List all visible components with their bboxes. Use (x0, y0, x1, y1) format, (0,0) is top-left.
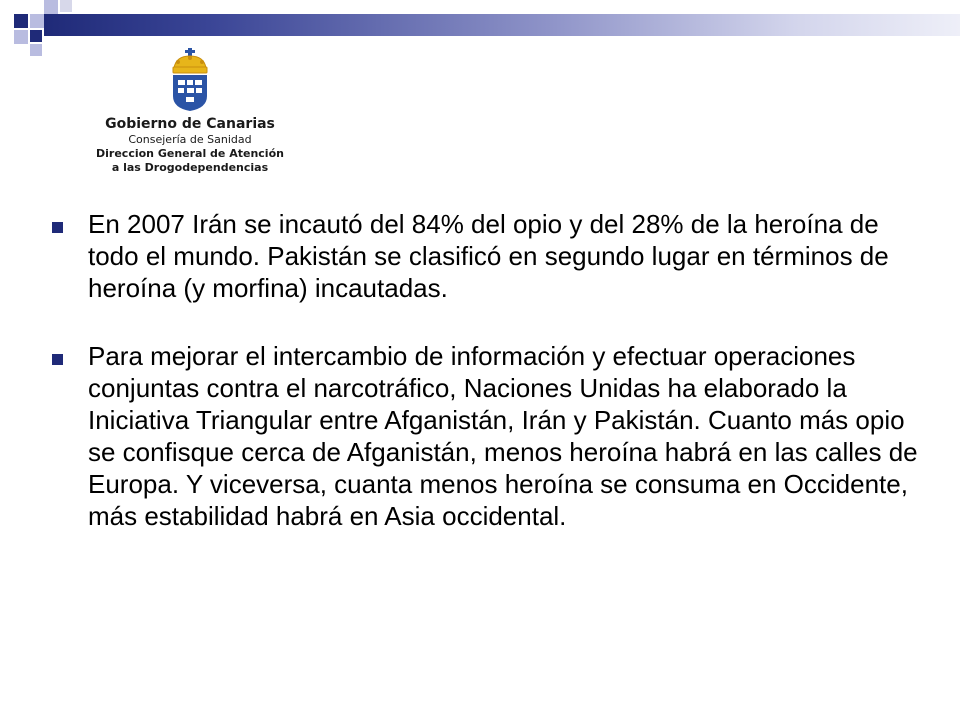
decor-square (30, 14, 44, 28)
decor-square (14, 14, 28, 28)
decor-square (44, 0, 58, 14)
list-item (48, 340, 928, 532)
list-item (48, 208, 928, 304)
decor-square (30, 30, 42, 42)
decor-square (14, 30, 28, 44)
logo-caption (80, 115, 300, 175)
bullet-text: En 2007 Irán se incautó del 84% del opio y del 28% de la heroína de todo el mundo. Pakistán se clasificó en segundo lugar en términos de heroína (y morfina) incautadas. (88, 209, 889, 303)
header-bar (44, 14, 960, 36)
logo-line-department: Consejería de Sanidad (128, 133, 252, 146)
logo (80, 48, 300, 188)
bullet-square-icon (52, 354, 63, 365)
logo-title: Gobierno de Canarias (105, 116, 275, 132)
bullet-list (48, 208, 928, 568)
decor-square (60, 0, 72, 12)
logo-line-directorate: Direccion General de Atención (96, 147, 284, 160)
bullet-square-icon (52, 222, 63, 233)
logo-line-directorate-cont: a las Drogodependencias (111, 161, 269, 174)
bullet-text: Para mejorar el intercambio de información y efectuar operaciones conjuntas contra el narcotráfico, Naciones Unidas ha elaborado la Iniciativa Triangular entre Afganistán, Irán y Pakistán. Cuanto más opio se confisque cerca de Afganistán, menos heroína habrá en las calles de Europa. Y viceversa, cuanta menos heroína se consuma en Occidente, más estabilidad habrá en Asia occidental. (88, 341, 918, 531)
decor-square (30, 44, 42, 56)
canary-islands-coat-of-arms-icon (160, 48, 220, 112)
